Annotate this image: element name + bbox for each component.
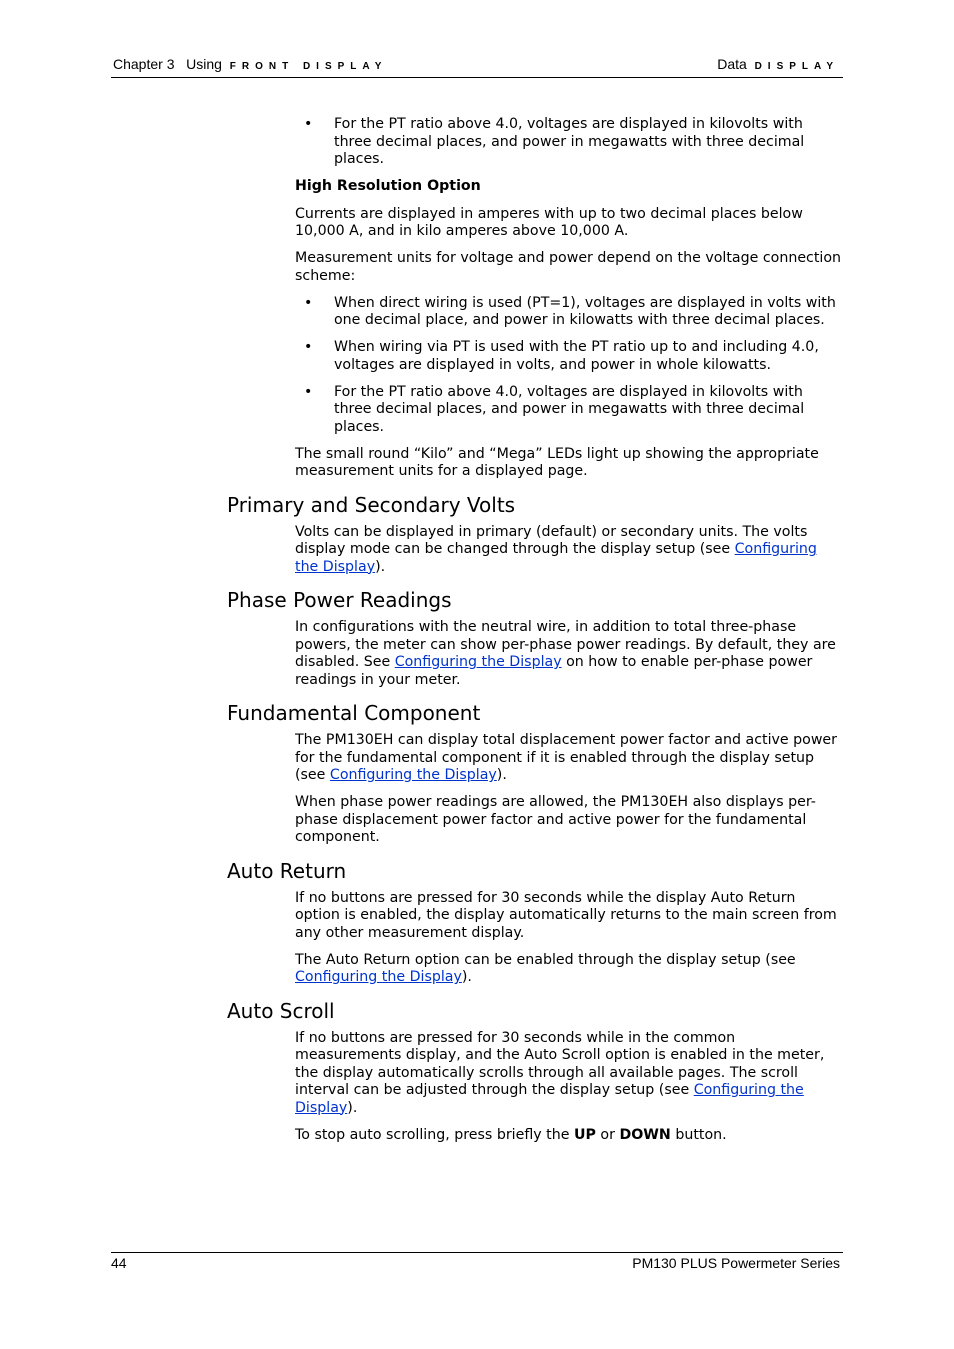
phase-power-text xyxy=(295,619,843,689)
header-right-label: Data xyxy=(717,56,747,72)
high-res-bullet-text: When direct wiring is used (PT=1), voltages are displayed in volts with one decimal place, and power in kilowatts with three decimal places. xyxy=(334,294,836,328)
high-res-bullet-text: When wiring via PT is used with the PT ratio up to and including 4.0, voltages are displayed in volts, and power in whole kilowatts. xyxy=(334,339,819,373)
auto-return-p2-before: The Auto Return option can be enabled through the display setup (see xyxy=(295,951,796,968)
high-res-p2: Measurement units for voltage and power depend on the voltage connection scheme: xyxy=(295,250,842,284)
high-res-bullet-2 xyxy=(295,339,843,374)
auto-scroll-heading: Auto Scroll xyxy=(227,998,335,1023)
configuring-display-link[interactable]: Configuring the Display xyxy=(295,541,817,575)
configuring-display-link[interactable]: Configuring the Display xyxy=(329,767,497,783)
header-left xyxy=(113,56,387,72)
page-header xyxy=(111,55,843,78)
intro-bullet xyxy=(295,116,843,169)
auto-return-p2-after: ). xyxy=(461,969,472,985)
fundamental-p1-after: ). xyxy=(496,767,507,783)
product-name: PM130 PLUS Powermeter Series xyxy=(632,1255,840,1271)
configuring-display-link[interactable]: Configuring the Display xyxy=(295,969,462,985)
auto-return-heading: Auto Return xyxy=(227,858,347,883)
fundamental-p2: When phase power readings are allowed, the PM130EH also displays per-phase displacement power factor and active power for the fundamental component. xyxy=(295,794,816,845)
configuring-display-link[interactable]: Configuring the Display xyxy=(295,1082,804,1116)
high-res-p1: Currents are displayed in amperes with up to two decimal places below 10,000 A, and in kilo amperes above 10,000 A. xyxy=(295,205,803,239)
high-res-bullet-3 xyxy=(295,384,843,437)
header-section: FRONT DISPLAY xyxy=(229,61,388,72)
page-number: 44 xyxy=(111,1255,127,1271)
high-res-bullet-1 xyxy=(295,295,843,330)
intro-bullet-text: For the PT ratio above 4.0, voltages are displayed in kilovolts with three decimal places, and power in megawatts with three decimal places. xyxy=(334,116,805,167)
header-right xyxy=(717,56,839,72)
bullet-icon: • xyxy=(304,294,313,311)
bullet-icon: • xyxy=(304,339,313,355)
phase-power-text-after: on how to enable per-phase power readings in your meter. xyxy=(295,654,813,688)
configuring-display-link[interactable]: Configuring the Display xyxy=(394,654,562,670)
bullet-icon: • xyxy=(304,383,313,400)
high-res-title: High Resolution Option xyxy=(295,178,481,194)
fundamental-p1 xyxy=(295,732,843,785)
primary-secondary-text-after: ). xyxy=(375,558,386,575)
phase-power-text-before: In configurations with the neutral wire, in addition to total three-phase powers, the meter can show per-phase power readings. By default, they are disabled. See xyxy=(295,619,836,670)
page-content xyxy=(227,116,843,1154)
primary-secondary-heading: Primary and Secondary Volts xyxy=(227,492,516,517)
high-res-bullet-text: For the PT ratio above 4.0, voltages are displayed in kilovolts with three decimal places, and power in megawatts with three decimal places. xyxy=(334,383,805,435)
header-right-section: DISPLAY xyxy=(754,61,839,72)
auto-scroll-p2 xyxy=(295,1127,843,1145)
primary-secondary-text-before: Volts can be displayed in primary (default) or secondary units. The volts display mode can be changed through the display setup (see xyxy=(295,523,808,557)
auto-scroll-p2-or: or xyxy=(595,1126,620,1143)
up-button-label: UP xyxy=(573,1126,596,1143)
fundamental-p1-before: The PM130EH can display total displacement power factor and active power for the fundamental component if it is enabled through the display setup (see xyxy=(295,732,837,783)
primary-secondary-text xyxy=(295,524,843,577)
auto-scroll-p1 xyxy=(295,1030,843,1118)
header-using: Using xyxy=(186,56,222,72)
auto-return-p2 xyxy=(295,952,843,987)
down-button-label: DOWN xyxy=(619,1126,671,1143)
phase-power-heading: Phase Power Readings xyxy=(227,588,452,612)
page-footer xyxy=(111,1252,843,1273)
high-res-p3: The small round “Kilo” and “Mega” LEDs light up showing the appropriate measurement units for a displayed page. xyxy=(295,445,819,479)
auto-return-p1: If no buttons are pressed for 30 seconds while the display Auto Return option is enabled, the display automatically returns to the main screen from any other measurement display. xyxy=(295,889,837,941)
auto-scroll-p2-before: To stop auto scrolling, press briefly the xyxy=(295,1126,574,1143)
auto-scroll-p2-after: button. xyxy=(670,1126,727,1143)
auto-scroll-p1-after: ). xyxy=(347,1099,358,1116)
fundamental-heading: Fundamental Component xyxy=(227,701,481,725)
bullet-icon: • xyxy=(304,116,313,132)
header-chapter: Chapter 3 xyxy=(113,56,175,72)
auto-scroll-p1-before: If no buttons are pressed for 30 seconds while in the common measurements display, and the Auto Scroll option is enabled in the meter, the display automatically scrolls through all available pages. The scroll interval can be adjusted through the display setup (see xyxy=(295,1029,825,1098)
